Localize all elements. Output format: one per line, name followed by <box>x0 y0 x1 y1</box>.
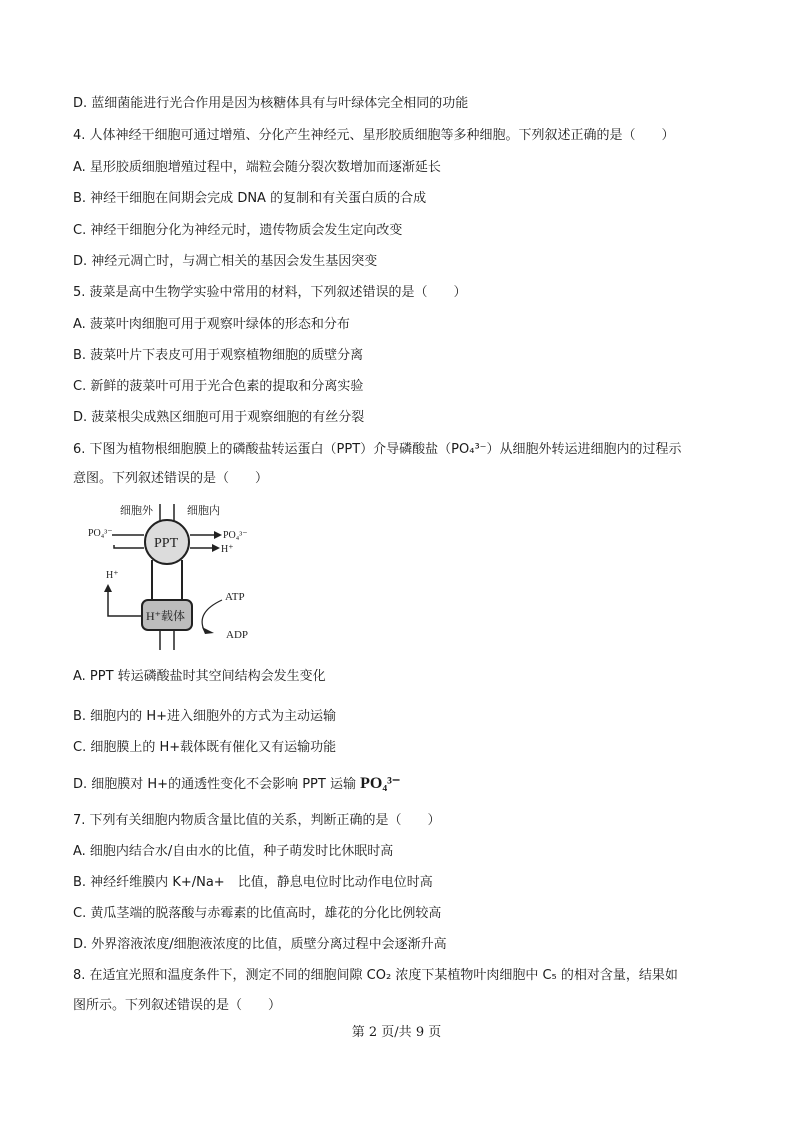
question-4-stem: 4. 人体神经干细胞可通过增殖、分化产生神经元、星形胶质细胞等多种细胞。下列叙述正确的是（ ） <box>73 128 675 143</box>
h-outside-label: H⁺ <box>106 570 119 581</box>
question-3-option-d: D. 蓝细菌能进行光合作用是因为核糖体具有与叶绿体完全相同的功能 <box>73 96 469 111</box>
question-7-option-d: D. 外界溶液浓度/细胞液浓度的比值，质壁分离过程中会逐渐升高 <box>73 937 447 952</box>
ppt-transport-diagram <box>84 500 284 650</box>
question-6-stem-line1: 6. 下图为植物根细胞膜上的磷酸盐转运蛋白（PPT）介导磷酸盐（PO₄³⁻）从细胞外转运进细胞内的过程示 <box>73 442 682 457</box>
question-5-option-c: C. 新鲜的菠菜叶可用于光合色素的提取和分离实验 <box>73 379 364 394</box>
question-7-option-c: C. 黄瓜茎端的脱落酸与赤霉素的比值高时，雄花的分化比例较高 <box>73 906 442 921</box>
question-7-option-b: B. 神经纤维膜内 K+/Na+ 比值，静息电位时比动作电位时高 <box>73 875 433 890</box>
inside-label: 细胞内 <box>187 505 220 517</box>
po4-outside-label: PO₄³⁻ <box>88 528 113 539</box>
question-5-option-b: B. 菠菜叶片下表皮可用于观察植物细胞的质壁分离 <box>73 348 364 363</box>
question-4-option-a: A. 星形胶质细胞增殖过程中，端粒会随分裂次数增加而逐渐延长 <box>73 160 441 175</box>
question-8-stem-line2: 图所示。下列叙述错误的是（ ） <box>73 998 282 1013</box>
question-7-option-a: A. 细胞内结合水/自由水的比值，种子萌发时比休眠时高 <box>73 844 394 859</box>
question-6-option-d-text: D. 细胞膜对 H+的通透性变化不会影响 PPT 运输 <box>73 777 356 792</box>
question-6-option-c: C. 细胞膜上的 H+载体既有催化又有运输功能 <box>73 740 337 755</box>
question-6-option-b: B. 细胞内的 H+进入细胞外的方式为主动运输 <box>73 709 336 724</box>
question-6-option-a: A. PPT 转运磷酸盐时其空间结构会发生变化 <box>73 669 326 684</box>
question-6-option-d <box>73 775 400 794</box>
question-8-stem-line1: 8. 在适宜光照和温度条件下，测定不同的细胞间隙 CO₂ 浓度下某植物叶肉细胞中 C₅ 的相对含量，结果如 <box>73 968 678 983</box>
po4-ion-symbol: PO₄³⁻ <box>360 775 401 792</box>
question-4-option-c: C. 神经干细胞分化为神经元时，遗传物质会发生定向改变 <box>73 223 403 238</box>
outside-label: 细胞外 <box>120 505 153 517</box>
question-4-option-b: B. 神经干细胞在间期会完成 DNA 的复制和有关蛋白质的合成 <box>73 191 427 206</box>
question-5-option-a: A. 菠菜叶肉细胞可用于观察叶绿体的形态和分布 <box>73 317 350 332</box>
h-carrier-label: H⁺载体 <box>146 609 186 623</box>
h-inside-label: H⁺ <box>221 544 234 555</box>
question-5-option-d: D. 菠菜根尖成熟区细胞可用于观察细胞的有丝分裂 <box>73 410 365 425</box>
atp-label: ATP <box>225 591 245 603</box>
question-5-stem: 5. 菠菜是高中生物学实验中常用的材料，下列叙述错误的是（ ） <box>73 285 467 300</box>
question-7-stem: 7. 下列有关细胞内物质含量比值的关系，判断正确的是（ ） <box>73 813 441 828</box>
po4-inside-label: PO₄³⁻ <box>223 530 248 541</box>
ppt-label: PPT <box>154 536 179 551</box>
question-4-option-d: D. 神经元凋亡时，与凋亡相关的基因会发生基因突变 <box>73 254 378 269</box>
adp-label: ADP <box>226 629 249 641</box>
question-6-stem-line2: 意图。下列叙述错误的是（ ） <box>73 471 269 486</box>
page-footer: 第 2 页/共 9 页 <box>351 1025 442 1040</box>
